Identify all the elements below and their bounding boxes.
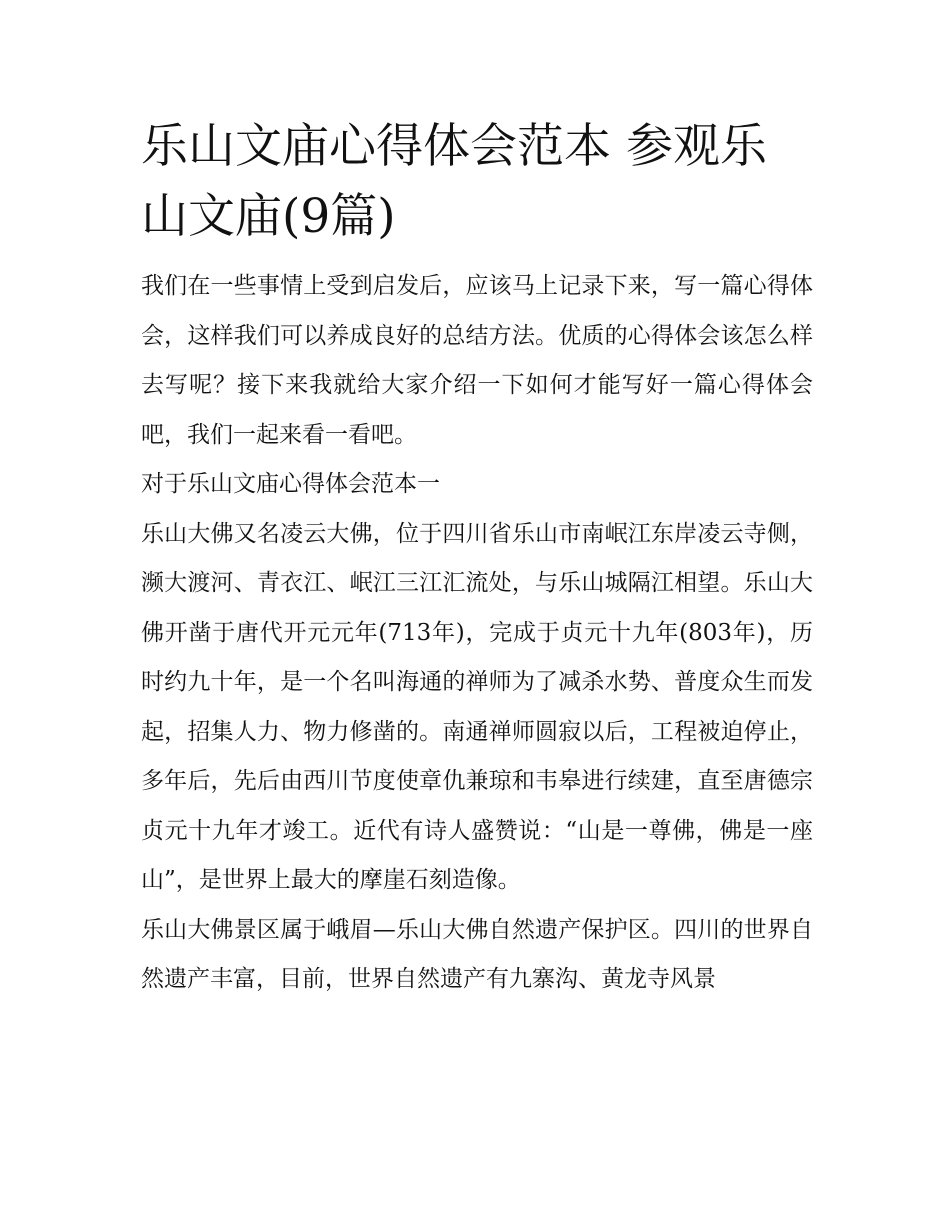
section-heading: 对于乐山文庙心得体会范本一	[141, 471, 440, 497]
body-paragraph: 乐山大佛又名凌云大佛，位于四川省乐山市南岷江东岸凌云寺侧，濒大渡河、青衣江、岷江三江汇流处，与乐山城隔江相望。乐山大佛开凿于唐代开元元年(713年)，完成于贞元十九年(803年)，历时约九十年，是一个名叫海通的禅师为了减杀水势、普度众生而发起，招集人力、物力修凿的。南通禅师圆寂以后，工程被迫停止，多年后，先后由西川节度使章仇兼琼和韦皋进行续建，直至唐德宗贞元十九年才竣工。近代有诗人盛赞说：“山是一尊佛，佛是一座山”，是世界上最大的摩崖石刻造像。	[141, 520, 813, 893]
document-title: 乐山文庙心得体会范本 参观乐山文庙(9篇)	[141, 119, 767, 244]
document-body	[141, 112, 813, 1005]
body-paragraph: 乐山大佛景区属于峨眉—乐山大佛自然遗产保护区。四川的世界自然遗产丰富，目前，世界自然遗产有九寨沟、黄龙寺风景	[141, 916, 813, 992]
intro-paragraph: 我们在一些事情上受到启发后，应该马上记录下来，写一篇心得体会，这样我们可以养成良好的总结方法。优质的心得体会该怎么样去写呢？接下来我就给大家介绍一下如何才能写好一篇心得体会吧，我们一起来看一看吧。	[141, 273, 813, 448]
